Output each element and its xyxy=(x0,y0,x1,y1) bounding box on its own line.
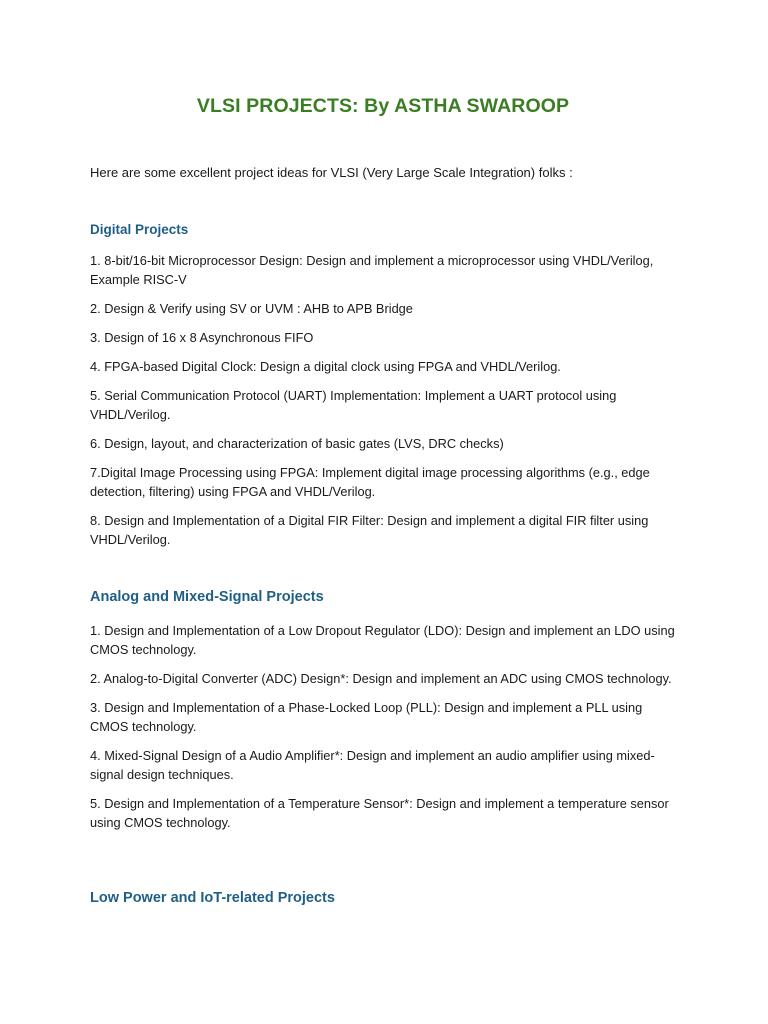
list-item: 2. Analog-to-Digital Converter (ADC) Design*: Design and implement an ADC using CMOS technology. xyxy=(90,671,672,686)
list-item: 8. Design and Implementation of a Digital FIR Filter: Design and implement a digital FIR filter using VHDL/Verilog. xyxy=(90,513,649,547)
list-item: 4. Mixed-Signal Design of a Audio Amplifier*: Design and implement an audio amplifier using mixed-signal design techniques. xyxy=(90,748,655,782)
list-item: 7.Digital Image Processing using FPGA: Implement digital image processing algorithms (e.g., edge detection, filtering) using FPGA and VHDL/Verilog. xyxy=(90,465,650,499)
list-item: 3. Design and Implementation of a Phase-Locked Loop (PLL): Design and implement a PLL using CMOS technology. xyxy=(90,700,643,734)
list-item: 5. Design and Implementation of a Temperature Sensor*: Design and implement a temperature sensor using CMOS technology. xyxy=(90,796,669,830)
section-heading-low-power: Low Power and IoT-related Projects xyxy=(90,890,335,906)
list-item: 3. Design of 16 x 8 Asynchronous FIFO xyxy=(90,330,314,345)
list-item: 1. 8-bit/16-bit Microprocessor Design: Design and implement a microprocessor using VHDL/Verilog, Example RISC-V xyxy=(90,253,654,287)
list-item: 5. Serial Communication Protocol (UART) Implementation: Implement a UART protocol using VHDL/Verilog. xyxy=(90,388,617,422)
analog-projects-list xyxy=(90,621,680,842)
list-item: 2. Design & Verify using SV or UVM : AHB to APB Bridge xyxy=(90,301,413,316)
digital-projects-list xyxy=(90,251,680,559)
section-heading-analog: Analog and Mixed-Signal Projects xyxy=(90,589,324,605)
section-heading-digital: Digital Projects xyxy=(90,222,189,237)
list-item: 1. Design and Implementation of a Low Dropout Regulator (LDO): Design and implement an LDO using CMOS technology. xyxy=(90,623,675,657)
intro-paragraph: Here are some excellent project ideas for VLSI (Very Large Scale Integration) folks : xyxy=(90,165,573,180)
list-item: 6. Design, layout, and characterization of basic gates (LVS, DRC checks) xyxy=(90,436,504,451)
list-item: 4. FPGA-based Digital Clock: Design a digital clock using FPGA and VHDL/Verilog. xyxy=(90,359,561,374)
document-title: VLSI PROJECTS: By ASTHA SWAROOP xyxy=(196,95,570,117)
